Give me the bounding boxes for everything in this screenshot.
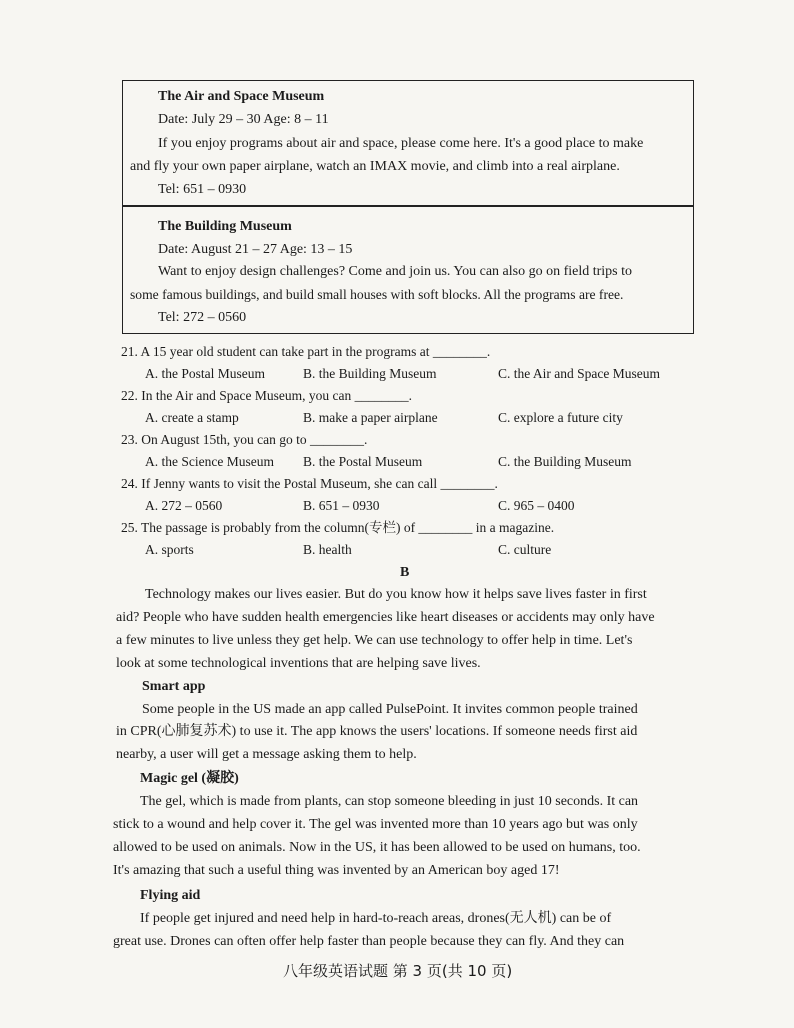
option-b: B. the Building Museum [303, 366, 437, 381]
paragraph-line: aid? People who have sudden health emergencies like heart diseases or accidents may only have [116, 610, 655, 625]
museum-desc: If you enjoy programs about air and space, please come here. It's a good place to make [158, 136, 644, 151]
paragraph-line: stick to a wound and help cover it. The gel was invented more than 10 years ago but was only [113, 817, 638, 832]
section-b-label: B [400, 565, 410, 580]
option-b: B. health [303, 542, 352, 557]
paragraph-line: It's amazing that such a useful thing was invented by an American boy aged 17! [113, 863, 560, 878]
option-b: B. make a paper airplane [303, 410, 438, 425]
paragraph-line: a few minutes to live unless they get help. We can use technology to offer help in time. Let's [116, 633, 633, 648]
paragraph-line: nearby, a user will get a message asking them to help. [116, 747, 417, 762]
question-21: 21. A 15 year old student can take part in the programs at ________. [121, 344, 491, 359]
museum-tel: Tel: 272 – 0560 [158, 310, 247, 325]
option-c: C. the Air and Space Museum [498, 366, 660, 381]
page-footer: 八年级英语试题 第 3 页(共 10 页) [283, 962, 513, 980]
paragraph-line: The gel, which is made from plants, can stop someone bleeding in just 10 seconds. It can [140, 794, 639, 809]
museum-desc: and fly your own paper airplane, watch an IMAX movie, and climb into a real airplane. [130, 159, 620, 174]
question-25: 25. The passage is probably from the column(专栏) of ________ in a magazine. [121, 520, 555, 535]
heading-flying-aid: Flying aid [140, 888, 201, 903]
paragraph-line: allowed to be used on animals. Now in the US, it has been allowed to be used on humans, too. [113, 840, 641, 855]
option-a: A. the Postal Museum [145, 366, 265, 381]
paragraph-line: Technology makes our lives easier. But do you know how it helps save lives faster in first [145, 587, 647, 602]
paragraph-line: look at some technological inventions that are helping save lives. [116, 656, 481, 671]
question-23: 23. On August 15th, you can go to ________. [121, 432, 368, 447]
option-a: A. sports [145, 542, 194, 557]
option-c: C. culture [498, 542, 552, 557]
museum-desc: some famous buildings, and build small houses with soft blocks. All the programs are free. [130, 287, 624, 302]
heading-magic-gel: Magic gel (凝胶) [140, 771, 239, 786]
question-22: 22. In the Air and Space Museum, you can ________. [121, 388, 412, 403]
option-c: C. 965 – 0400 [498, 498, 575, 513]
option-c: C. the Building Museum [498, 454, 632, 469]
option-a: A. create a stamp [145, 410, 239, 425]
paragraph-line: in CPR(心肺复苏术) to use it. The app knows the users' locations. If someone needs first aid [116, 724, 638, 739]
option-a: A. the Science Museum [145, 454, 274, 469]
option-b: B. 651 – 0930 [303, 498, 380, 513]
museum-title: The Air and Space Museum [158, 89, 325, 104]
museum-tel: Tel: 651 – 0930 [158, 182, 247, 197]
museum-desc: Want to enjoy design challenges? Come and join us. You can also go on field trips to [158, 264, 633, 279]
museum-date-age: Date: August 21 – 27 Age: 13 – 15 [158, 242, 353, 257]
question-24: 24. If Jenny wants to visit the Postal Museum, she can call ________. [121, 476, 498, 491]
option-c: C. explore a future city [498, 410, 623, 425]
option-b: B. the Postal Museum [303, 454, 423, 469]
museum-title: The Building Museum [158, 219, 292, 234]
paragraph-line: great use. Drones can often offer help faster than people because they can fly. And they can [113, 934, 625, 949]
heading-smart-app: Smart app [142, 679, 206, 694]
option-a: A. 272 – 0560 [145, 498, 223, 513]
museum-date-age: Date: July 29 – 30 Age: 8 – 11 [158, 112, 329, 127]
paragraph-line: If people get injured and need help in hard-to-reach areas, drones(无人机) can be of [140, 911, 612, 926]
paragraph-line: Some people in the US made an app called PulsePoint. It invites common people trained [142, 702, 638, 717]
